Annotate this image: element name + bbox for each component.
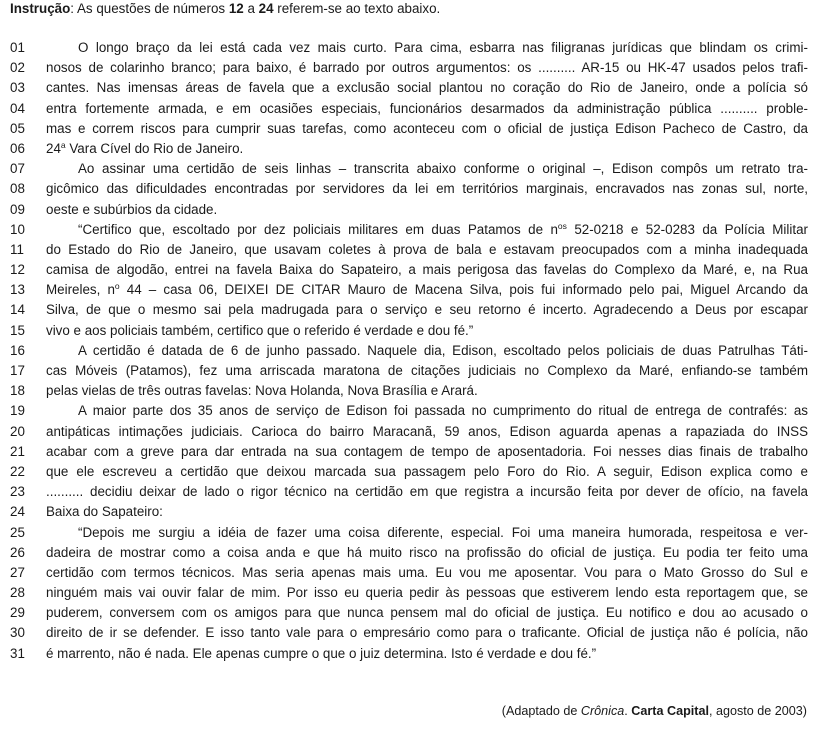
text-segment: cantes. Nas imensas áreas de favela que a exclusão social plantou no coração do Rio de Janeiro, onde a polícia só (46, 80, 808, 96)
text-segment: dadeira de mostrar como a coisa anda e que há muito risco na profissão do oficial de justiça. Eu podia ter feito uma (46, 544, 808, 560)
text-line (0, 603, 827, 623)
text-segment: ninguém mais vai ouvir falar de mim. Por isso eu queria pedir às pessoas que estiverem lendo esta reportagem que, se (46, 585, 808, 601)
source-separator: . (624, 704, 632, 718)
text-segment: puderem, conversem com os amigos para que nunca pensem mal do oficial de justiça. Eu notifico e dou ao acusado o (46, 605, 808, 621)
text-line (0, 442, 827, 462)
line-number: 23 (10, 484, 25, 500)
line-text (46, 139, 808, 159)
line-text (78, 38, 808, 58)
line-text (78, 220, 808, 240)
superscript-text: a (60, 139, 66, 150)
question-start-number: 12 (228, 1, 244, 16)
line-number: 04 (10, 100, 25, 116)
line-number: 10 (10, 221, 25, 237)
text-segment: é marrento, não é nada. Ele apenas cumpre o que o juiz determina. Isto é verdade e dou fé.” (46, 645, 597, 661)
line-number: 16 (10, 342, 25, 358)
line-number: 26 (10, 544, 25, 560)
line-text (46, 603, 808, 623)
line-number: 01 (10, 40, 25, 55)
text-line (0, 422, 827, 442)
line-number: 31 (10, 645, 25, 661)
text-segment: gicômico das dificuldades encontradas por servidores da lei em territórios marginais, encravados nas zonas sul, norte, (46, 181, 808, 197)
text-segment: Ao assinar uma certidão de seis linhas – transcrita abaixo conforme o original –, Edison compôs um retrato tra- (78, 161, 808, 177)
text-line (0, 260, 827, 280)
text-segment: oeste e subúrbios da cidade. (46, 201, 218, 217)
text-segment: Vara Cível do Rio de Janeiro. (65, 140, 244, 156)
text-segment: A certidão é datada de 6 de junho passado. Naquele dia, Edison, escoltado pelos policiais de duas Patrulhas Táti- (78, 342, 808, 358)
line-text (46, 200, 808, 220)
line-text (46, 361, 808, 381)
text-line (0, 99, 827, 119)
source-prefix: (Adaptado de (501, 704, 581, 718)
text-segment: direito de ir se defender. E isso tanto vale para o empresário como para o traficante. Oficial de justiça não é polícia, não (46, 625, 808, 641)
line-number: 21 (10, 443, 25, 459)
line-text (46, 442, 808, 462)
line-text (78, 401, 808, 421)
text-line (0, 220, 827, 240)
text-line (0, 280, 827, 300)
text-line (0, 58, 827, 78)
text-segment: mas e correm riscos para cumprir suas tarefas, como aconteceu com o oficial de justiça Edison Pacheco de Castro, da (46, 120, 808, 136)
line-text (46, 99, 808, 119)
text-segment: 44 – casa 06, DEIXEI DE CITAR Mauro de Macena Silva, pois fui informado pelo pai, Miguel Arcando da (119, 282, 808, 298)
line-number: 29 (10, 605, 25, 621)
line-text (46, 563, 808, 583)
text-line (0, 361, 827, 381)
line-number: 22 (10, 463, 25, 479)
text-line (0, 321, 827, 341)
line-number: 25 (10, 524, 25, 540)
line-text (78, 341, 808, 361)
line-number: 12 (10, 262, 25, 278)
line-text (46, 462, 808, 482)
line-number: 27 (10, 564, 25, 580)
text-line (0, 179, 827, 199)
text-segment: Silva, de que o mesmo sai pela madrugada para o serviço e seu retorno é incerto. Agradecendo a Deus por escapar (46, 302, 808, 318)
text-segment: “Depois me surgiu a idéia de fazer uma coisa diferente, especial. Foi uma maneira humorada, respeitosa e ver- (78, 524, 808, 540)
instruction-text-pre: : As questões de números (70, 1, 229, 16)
line-number: 20 (10, 423, 25, 439)
text-line (0, 401, 827, 421)
text-line (0, 583, 827, 603)
line-number: 02 (10, 60, 25, 76)
source-publication: Carta Capital (631, 704, 709, 718)
line-text (46, 482, 808, 502)
text-segment: Baixa do Sapateiro: (46, 504, 163, 520)
instruction-text-mid: a (243, 1, 259, 16)
instruction-line (10, 0, 440, 18)
line-number: 06 (10, 140, 25, 156)
line-text (46, 78, 808, 98)
source-citation (502, 702, 807, 720)
text-line (0, 78, 827, 98)
line-text (46, 58, 808, 78)
line-number: 05 (10, 120, 25, 136)
line-text (46, 381, 808, 401)
source-work-title: Crônica (580, 704, 625, 718)
source-date: , agosto de 2003) (708, 704, 807, 718)
line-text (46, 300, 808, 320)
line-number: 30 (10, 625, 25, 641)
text-segment: que ele escreveu a certidão que deixou marcada sua passagem pelo Foro do Rio. A seguir, Edison explica como e (46, 463, 808, 479)
text-line (0, 462, 827, 482)
text-line (0, 623, 827, 643)
line-text (46, 583, 808, 603)
line-number: 11 (10, 241, 24, 257)
line-number: 13 (10, 282, 25, 298)
text-segment: “Certifico que, escoltado por dez policiais militares em duas Patamos de n (78, 221, 558, 237)
text-segment: 52-0218 e 52-0283 da Polícia Militar (566, 221, 808, 237)
text-line (0, 341, 827, 361)
text-line (0, 502, 827, 522)
text-segment: .......... decidiu deixar de lado o rigor técnico na certidão em que registra a incursão feita por dever de ofício, na favela (46, 484, 808, 500)
line-number: 24 (10, 504, 25, 520)
line-text (46, 644, 808, 664)
line-text (46, 260, 808, 280)
line-text (78, 523, 808, 543)
line-text (46, 321, 808, 341)
line-text (46, 422, 808, 442)
text-segment: antipáticas intimações judiciais. Carioca do bairro Maracanã, 59 anos, Edison aguarda apenas a rapaziada do INSS (46, 423, 808, 439)
text-segment: certidão com termos técnicos. Mas seria apenas mais uma. Eu vou me aposentar. Vou para o Mato Grosso do Sul e (46, 564, 808, 580)
line-text (46, 240, 808, 260)
line-number: 28 (10, 585, 25, 601)
numbered-text-body (0, 38, 827, 664)
line-text (46, 543, 808, 563)
line-number: 08 (10, 181, 25, 197)
text-segment: cas Móveis (Patamos), fez uma arriscada maratona de citações judiciais no Complexo da Maré, enfiando-se também (46, 363, 808, 378)
text-segment: Meireles, n (46, 282, 115, 298)
text-segment: 24 (46, 140, 61, 156)
line-number: 09 (10, 201, 25, 217)
line-number: 07 (10, 161, 25, 177)
text-line (0, 139, 827, 159)
text-segment: A maior parte dos 35 anos de serviço de Edison foi passada no cumprimento do ritual de entrega de contrafés: as (78, 403, 808, 419)
line-text (46, 502, 808, 522)
text-line (0, 119, 827, 139)
text-segment: O longo braço da lei está cada vez mais curto. Para cima, esbarra nas filigranas jurídicas que blindam os crimi- (78, 40, 808, 55)
text-line (0, 563, 827, 583)
text-line (0, 38, 827, 58)
text-segment: pelas vielas de três outras favelas: Nova Holanda, Nova Brasília e Arará. (46, 383, 478, 399)
text-line (0, 381, 827, 401)
text-line (0, 644, 827, 664)
text-line (0, 523, 827, 543)
superscript-text: os (557, 220, 567, 231)
line-number: 19 (10, 403, 25, 419)
question-end-number: 24 (258, 1, 274, 16)
text-line (0, 240, 827, 260)
text-line (0, 159, 827, 179)
text-segment: nosos de colarinho branco; para baixo, é barrado por outros argumentos: os .......... AR-15 ou HK-47 usados pelos trafi- (46, 60, 808, 76)
text-line (0, 543, 827, 563)
instruction-text-post: referem-se ao texto abaixo. (273, 1, 441, 16)
line-text (78, 159, 808, 179)
text-segment: camisa de algodão, entrei na favela Baixa do Sapateiro, a mais perigosa das favelas do Complexo da Maré, e, na Rua (46, 262, 808, 278)
text-segment: do Estado do Rio de Janeiro, que usavam coletes à prova de bala e estavam preocupados com a minha inadequada (46, 241, 808, 257)
line-number: 14 (10, 302, 25, 318)
text-segment: acabar com a greve para dar entrada na sua contagem de tempo de aposentadoria. Foi nesses dias finais de trabalho (46, 443, 808, 459)
line-text (46, 280, 808, 300)
text-line (0, 482, 827, 502)
line-text (46, 179, 808, 199)
text-segment: vivo e aos policiais também, certifico que o referido é verdade e dou fé.” (46, 322, 474, 338)
line-number: 15 (10, 322, 25, 338)
text-segment: entra fortemente armada, e em ocasiões especiais, funcionários desarmados da administração pública .......... proble- (46, 100, 808, 116)
line-number: 17 (10, 363, 25, 378)
text-line (0, 200, 827, 220)
line-number: 18 (10, 383, 25, 399)
line-text (46, 623, 808, 643)
line-text (46, 119, 808, 139)
text-line (0, 300, 827, 320)
line-number: 03 (10, 80, 25, 96)
instruction-label: Instrução (10, 1, 71, 16)
superscript-text: o (114, 281, 120, 292)
